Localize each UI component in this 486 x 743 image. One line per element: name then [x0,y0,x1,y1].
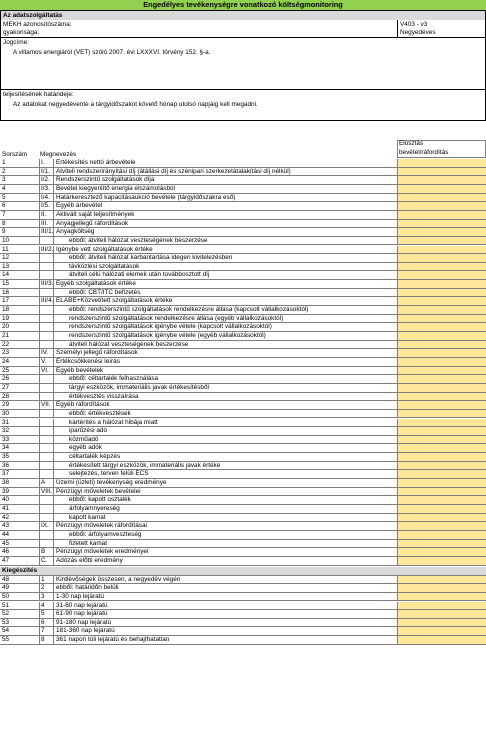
value-input-cell[interactable] [397,220,486,228]
value-input-cell[interactable] [397,584,486,592]
row-code [40,436,54,444]
value-input-cell[interactable] [397,332,486,340]
row-code: C. [40,557,54,565]
row-number: 49 [0,584,40,592]
table-row [0,349,486,358]
value-input-cell[interactable] [397,254,486,262]
frequency-value: Negyedéves [400,29,436,36]
row-label: Igénybe vett szolgáltatások értéke [56,245,153,253]
row-code: IV. [40,349,54,357]
row-number: 24 [0,358,40,366]
row-number: 39 [0,488,40,496]
row-number: 34 [0,444,40,452]
row-label: ebből: átviteli hálózat veszteségének beszerzése [69,236,208,244]
row-number: 14 [0,271,40,279]
row-number: 11 [0,246,40,254]
row-label: 31-60 nap lejáratú [56,601,108,609]
row-code: II. [40,211,54,219]
value-input-cell[interactable] [397,453,486,461]
row-label: ebből: árfolyamveszteség [69,530,142,538]
value-input-cell[interactable] [397,393,486,401]
value-input-cell[interactable] [397,531,486,539]
row-code [40,427,54,435]
table-row [0,514,486,523]
table-row [0,522,486,531]
value-input-cell[interactable] [397,202,486,210]
row-label: 361 napon túli lejáratú és behajthatatlan [56,636,170,644]
table-row [0,358,486,367]
row-label: Kintlévőségek összesen, a negyedév végén [56,575,181,583]
row-label: Üzemi (üzleti) tevékenység eredménye [56,479,167,487]
row-number: 54 [0,627,40,635]
value-input-cell[interactable] [397,211,486,219]
row-code: III. [40,220,54,228]
row-label: Pénzügyi műveletek ráfordításai [56,522,147,530]
table-row [0,557,486,566]
legal-label: Jogcíme: [3,39,29,46]
row-code [40,453,54,461]
table-row [0,246,486,255]
row-number: 44 [0,531,40,539]
table-row [0,211,486,220]
row-code [40,289,54,297]
col3-header: Megnevezés [40,151,77,158]
table-row [0,496,486,505]
row-code [40,393,54,401]
value-input-cell[interactable] [397,410,486,418]
value-input-cell[interactable] [397,479,486,487]
table-row [0,610,486,619]
col1-header: Sorszám [2,151,28,158]
value-input-cell[interactable] [397,176,486,184]
value-input-cell[interactable] [397,323,486,331]
table-row [0,427,486,436]
row-label: távközlési szolgáltatások [69,262,140,270]
value-input-cell[interactable] [397,159,486,167]
row-number: 1 [0,159,40,167]
row-label: átviteli hálózat veszteségének beszerzése [69,340,189,348]
row-number: 25 [0,367,40,375]
row-number: 26 [0,375,40,383]
table-row [0,401,486,410]
row-code: 2 [40,584,54,592]
table-row [0,593,486,602]
row-code: 4 [40,602,54,610]
value-input-cell[interactable] [397,271,486,279]
row-number: 15 [0,280,40,288]
row-code [40,237,54,245]
row-number: 45 [0,540,40,548]
table-row [0,185,486,194]
row-code: A [40,479,54,487]
table-row [0,505,486,514]
value-input-cell[interactable] [397,168,486,176]
row-code: I/1. [40,168,54,176]
row-code [40,462,54,470]
row-code [40,444,54,452]
row-number: 9 [0,228,40,236]
value-input-cell[interactable] [397,462,486,470]
mekh-value: V403 - v3 [400,21,428,28]
table-row [0,168,486,177]
row-label: Adózás előtti eredmény [56,556,123,564]
value-input-cell[interactable] [397,488,486,496]
value-input-cell[interactable] [397,496,486,504]
row-number: 17 [0,297,40,305]
value-input-cell[interactable] [397,341,486,349]
row-number: 4 [0,185,40,193]
deadline-label: teljesítésének határideje: [3,91,74,98]
row-label: átviteli célú hálózati elemek után továbbosztott díj [69,271,210,279]
col4-header-line1: Elosztás [399,140,424,147]
row-code: 3 [40,593,54,601]
row-code [40,540,54,548]
row-label: árfolyamnyereség [69,505,120,512]
table-row [0,636,486,645]
row-code: I/3. [40,185,54,193]
row-number: 41 [0,505,40,513]
page-title: Engedélyes tevékenységre vonatkozó költségmonitoring [0,0,486,10]
row-label: Értékcsökkenési leírás [56,357,120,365]
row-label: rendszerszintű szolgáltatások igénybe vétele (kapcsolt vállalkozásoktól) [69,323,272,331]
table-row [0,453,486,462]
row-number: 27 [0,384,40,392]
value-input-cell[interactable] [397,297,486,305]
table-row [0,271,486,280]
table-row [0,576,486,585]
table-row [0,323,486,332]
row-number: 19 [0,315,40,323]
table-row [0,384,486,393]
row-number: 5 [0,194,40,202]
value-input-cell[interactable] [397,306,486,314]
row-label: Aktivált saját teljesítmények [56,210,135,218]
row-number: 52 [0,610,40,618]
row-label: rendszerszintű szolgáltatások rendelkezésre állása (egyéb vállalkozásoktól) [69,314,284,322]
row-code: 5 [40,610,54,618]
row-number: 40 [0,496,40,504]
value-input-cell[interactable] [397,280,486,288]
value-input-cell[interactable] [397,505,486,513]
row-label: Személyi jellegű ráfordítások [56,349,138,357]
table-row [0,237,486,246]
table-row [0,419,486,428]
row-code [40,315,54,323]
table-row [0,297,486,306]
value-input-cell[interactable] [397,557,486,565]
row-number: 46 [0,548,40,556]
value-input-cell[interactable] [397,194,486,202]
value-input-cell[interactable] [397,315,486,323]
value-input-cell[interactable] [397,246,486,254]
value-input-cell[interactable] [397,540,486,548]
row-label: kártérítés a hálózat hibája miatt [69,418,158,426]
value-input-cell[interactable] [397,419,486,427]
row-number: 7 [0,211,40,219]
row-label: ebből: céltartalék felhasználása [69,375,159,383]
row-number: 20 [0,323,40,331]
table-row [0,393,486,402]
row-label: tárgyi eszközök, immateriális javak értékesítésből [69,383,209,391]
row-number: 29 [0,401,40,409]
table-row [0,289,486,298]
row-label: Bevétel kiegyenlítő energia elszámolásból [56,184,176,192]
row-label: Rendszerszintű szolgáltatások díja [56,176,155,184]
row-code: 8 [40,636,54,644]
row-code: B [40,548,54,556]
row-code [40,263,54,271]
row-label: Anyagjellegű ráfordítások [56,219,129,227]
row-code [40,332,54,340]
row-label: Egyéb árbevétel [56,202,103,210]
row-number: 53 [0,619,40,627]
table-row [0,548,486,557]
table-row [0,462,486,471]
row-code: VI. [40,367,54,375]
table-row [0,436,486,445]
supplement-header: Kiegészítés [0,567,486,576]
row-code: I/5. [40,202,54,210]
table-row [0,194,486,203]
value-input-cell[interactable] [397,619,486,627]
row-label: Egyéb ráfordítások [56,401,110,409]
row-code: III/3. [41,280,54,288]
row-label: Értékesítés nettó árbevétele [56,159,136,166]
value-input-cell[interactable] [397,384,486,392]
row-code [40,323,54,331]
value-input-cell[interactable] [397,349,486,357]
row-label: Határkeresztező kapacitásaukció bevétele (tárgyidőszakra eső) [56,193,236,201]
row-number: 37 [0,470,40,478]
row-code: I/4. [40,194,54,202]
row-label: 91-180 nap lejáratú [56,618,112,626]
value-input-cell[interactable] [397,470,486,478]
row-label: fizetett kamat [69,539,108,547]
info-divider [1,89,485,90]
row-number: 30 [0,410,40,418]
table-row [0,367,486,376]
row-number: 32 [0,427,40,435]
value-input-cell[interactable] [397,522,486,530]
value-input-cell[interactable] [397,548,486,556]
table-row [0,479,486,488]
row-number: 28 [0,393,40,401]
row-label: Átviteli rendszerirányítási díj (átállási díj és szénipari szerkezetátalakítási díj nélkül) [56,167,291,175]
value-input-cell[interactable] [397,375,486,383]
table-row [0,602,486,611]
row-label: értékvesztés visszaírása [69,392,139,400]
row-number: 48 [0,576,40,584]
value-input-cell[interactable] [397,627,486,635]
row-code [40,384,54,392]
row-code: I/2. [40,176,54,184]
row-number: 42 [0,514,40,522]
row-code: 1 [40,576,54,584]
row-number: 22 [0,341,40,349]
row-number: 47 [0,557,40,565]
info-header: Az adatszolgáltatás [1,11,485,20]
value-input-cell[interactable] [397,401,486,409]
row-label: egyéb adók [69,444,103,452]
value-input-cell[interactable] [397,444,486,452]
value-input-cell[interactable] [397,358,486,366]
row-code [40,505,54,513]
table-row [0,176,486,185]
row-number: 16 [0,289,40,297]
row-code: V. [40,358,54,366]
table-row [0,159,486,168]
col4-header-line2: bevétel/ráfordítás [399,148,449,156]
deadline-text: Az adatokat negyedévente a tárgyidőszakot követő hónap utolsó napjáig kell megadni. [13,101,258,108]
row-number: 13 [0,263,40,271]
value-input-cell[interactable] [397,576,486,584]
table-row [0,263,486,272]
table-row [0,280,486,289]
table-row [0,531,486,540]
row-code [40,514,54,522]
row-code: III/4. [41,297,54,305]
row-label: céltartalék képzés [69,453,121,461]
row-label: Egyéb szolgáltatások értéke [56,280,136,288]
row-number: 10 [0,237,40,245]
value-input-cell[interactable] [397,636,486,644]
value-input-cell[interactable] [397,427,486,435]
row-label: selejtezés, terven felüli ÉCS [69,470,149,478]
row-code [40,410,54,418]
row-code [40,531,54,539]
legal-text: A villamos energiáról (VET) szóló 2007. évi LXXXVI. törvény 152. §-a. [13,49,211,56]
row-label: ebből: kapott osztalék [69,496,131,504]
row-label: 61-90 nap lejáratú [56,610,108,618]
table-row [0,254,486,263]
table-row [0,444,486,453]
table-row [0,470,486,479]
row-number: 3 [0,176,40,184]
row-label: iparűzési adó [69,427,108,435]
row-label: Pénzügyi műveletek bevételei [56,487,141,495]
row-number: 43 [0,522,40,530]
row-label: 1-30 nap lejáratú [56,592,104,600]
table-row [0,488,486,497]
row-number: 55 [0,636,40,644]
value-input-cell[interactable] [397,593,486,601]
table-row [0,375,486,384]
row-number: 2 [0,168,40,176]
row-code: IX. [40,522,54,530]
row-label: rendszerszintű szolgáltatások igénybe vétele (egyéb vállalkozásoktól) [69,332,266,339]
value-input-cell[interactable] [397,185,486,193]
table-row [0,341,486,350]
value-input-cell[interactable] [397,289,486,297]
row-label: Pénzügyi műveletek eredményei [56,548,149,556]
row-code [40,470,54,478]
row-label: Egyéb bevételek [56,366,104,374]
row-number: 50 [0,593,40,601]
row-code [40,496,54,504]
row-number: 21 [0,332,40,340]
row-number: 6 [0,202,40,210]
row-label: ELÁBÉ+Közvetített szolgáltatások értéke [56,297,173,305]
row-number: 35 [0,453,40,461]
value-input-cell[interactable] [397,367,486,375]
row-label: ebből: határidőn belüli [56,584,119,592]
table-row [0,220,486,229]
value-input-cell[interactable] [397,237,486,245]
value-input-cell[interactable] [397,228,486,236]
row-code [40,254,54,262]
value-input-cell[interactable] [397,514,486,522]
row-code [40,419,54,427]
value-input-cell[interactable] [397,610,486,618]
row-label: 181-360 nap lejáratú [56,627,115,635]
table-row [0,540,486,549]
row-label: ebből: átviteli hálózat karbantartása idegen kivitelezésben [69,254,233,262]
row-code: I. [40,159,54,167]
table-row [0,627,486,636]
row-code: 7 [40,627,54,635]
row-label: közműadó [69,435,99,443]
row-number: 18 [0,306,40,314]
row-number: 31 [0,419,40,427]
mekh-label: MEKH azonosítószáma: [3,21,72,28]
row-code [40,341,54,349]
row-label: ebből: értékvesztések [69,409,131,417]
value-input-cell[interactable] [397,602,486,610]
row-code [40,375,54,383]
info-divider [1,37,485,38]
row-number: 33 [0,436,40,444]
row-number: 23 [0,349,40,357]
value-input-cell[interactable] [397,263,486,271]
row-code: VIII. [41,487,53,495]
row-number: 36 [0,462,40,470]
table-row [0,619,486,628]
row-code [40,306,54,314]
info-box [0,10,486,121]
value-input-cell[interactable] [397,436,486,444]
table-row [0,315,486,324]
row-label: kapott kamat [69,513,106,521]
row-label: ebből: rendszerszintű szolgáltatások rendelkezésre állása (kapcsolt vállalkozásoktól) [69,306,309,314]
table-row [0,306,486,315]
row-label: értékesített tárgyi eszközök, immateriális javak értéke [69,461,221,469]
row-code: III/1. [41,228,54,236]
table-row [0,228,486,237]
row-number: 51 [0,602,40,610]
row-number: 8 [0,220,40,228]
table-row [0,202,486,211]
table-row [0,410,486,419]
row-number: 38 [0,479,40,487]
table-row [0,332,486,341]
frequency-label: gyakorisága: [3,29,40,36]
row-label: Anyagköltség [56,228,95,236]
row-code: III/2. [41,245,54,253]
row-code [40,271,54,279]
table-row [0,584,486,593]
row-label: ebből: CBT/ITC befizetés [69,288,141,296]
row-code: 6 [40,619,54,627]
row-number: 12 [0,254,40,262]
row-code: VII. [40,401,54,409]
